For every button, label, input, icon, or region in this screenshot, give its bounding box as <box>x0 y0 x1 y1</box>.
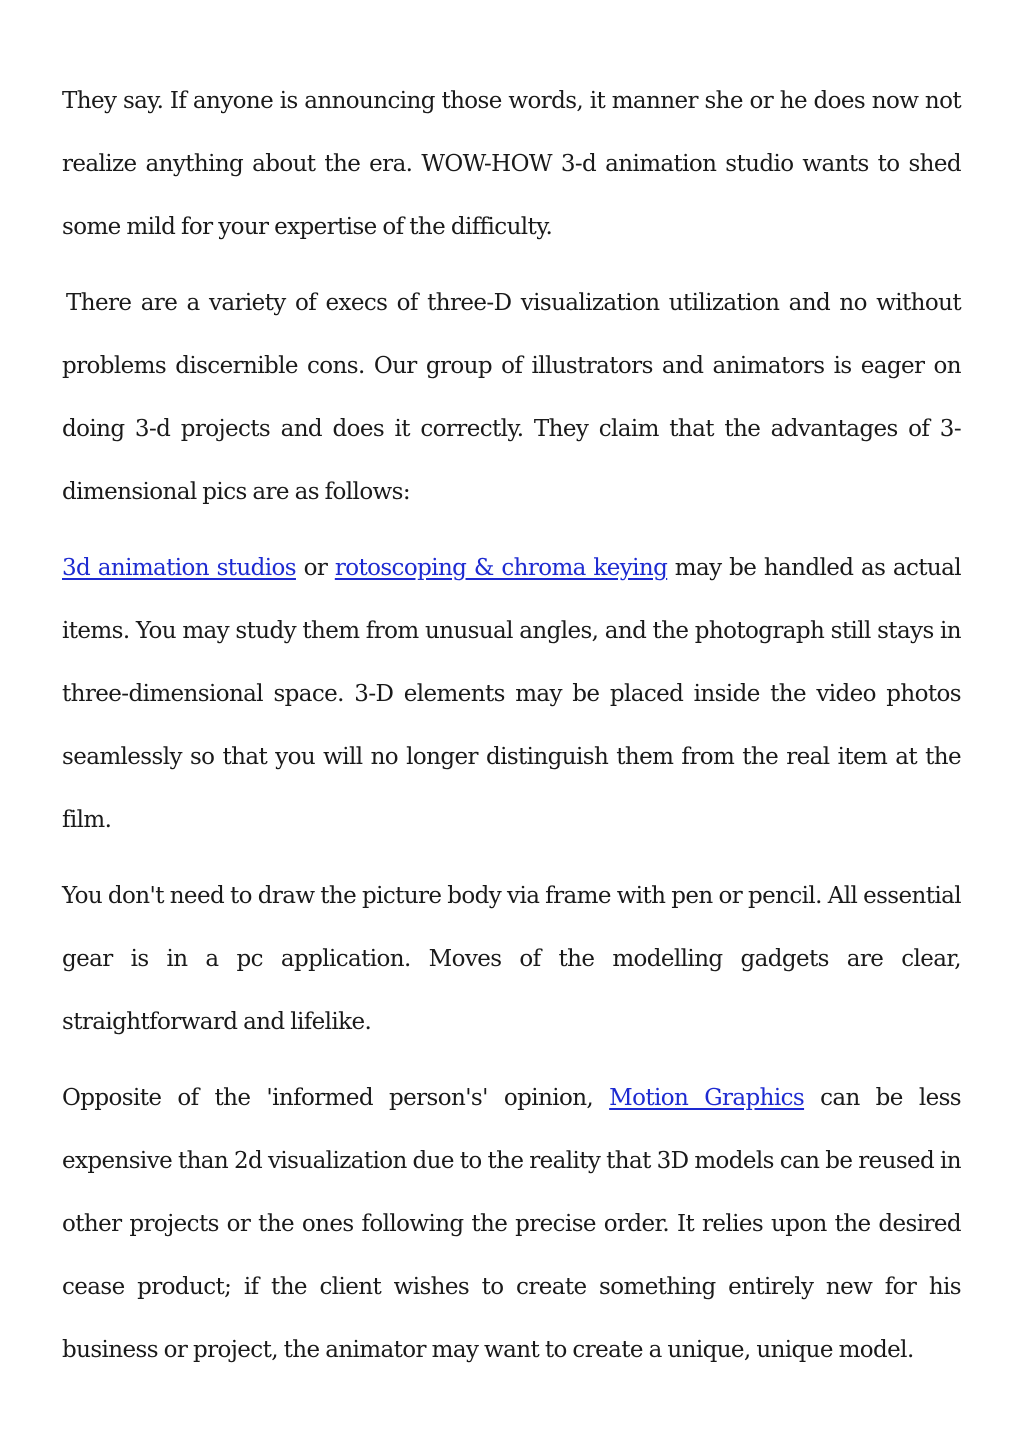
document-page <box>62 70 961 1395</box>
paragraph-cost-text: can be less expensive than 2d visualization due to the reality that 3D models can be reused in other projects or the ones following the precise order. It relies upon the desired cease product; if the client wishes to create something entirely new for his business or project, the animator may want to create a unique, unique model. <box>62 1085 961 1363</box>
link-3d-animation-studios[interactable]: 3d animation studios <box>62 555 296 581</box>
paragraph-intro-text: They say. If anyone is announcing those words, it manner she or he does now not realize anything about the era. WOW-HOW 3-d animation studio wants to shed some mild for your expertise of the difficulty. <box>62 88 961 240</box>
link-rotoscoping-chroma-keying[interactable]: rotoscoping & chroma keying <box>334 555 668 581</box>
paragraph-advantages-text: There are a variety of execs of three-D visualization utilization and no without problems discernible cons. Our group of illustrators and animators is eager on doing 3-d projects and does it correctly. They claim that the advantages of 3-dimensional pics are as follows: <box>62 290 961 505</box>
paragraph-no-drawing-text: You don't need to draw the picture body via frame with pen or pencil. All essential gear is in a pc application. Moves of the modelling gadgets are clear, straightforward and lifelike. <box>62 883 961 1035</box>
paragraph-cost <box>62 1067 961 1382</box>
paragraph-real-items <box>62 537 961 852</box>
paragraph-intro <box>62 70 961 259</box>
paragraph-no-drawing <box>62 865 961 1054</box>
paragraph-advantages <box>62 272 961 524</box>
paragraph-real-items-between: or <box>295 555 335 581</box>
paragraph-cost-before: Opposite of the 'informed person's' opinion, <box>62 1085 610 1111</box>
link-motion-graphics[interactable]: Motion Graphics <box>609 1085 805 1111</box>
paragraph-real-items-text: may be handled as actual items. You may study them from unusual angles, and the photograph still stays in three-dimensional space. 3-D elements may be placed inside the video photos seamlessly so that you will no longer distinguish them from the real item at the film. <box>62 555 961 833</box>
